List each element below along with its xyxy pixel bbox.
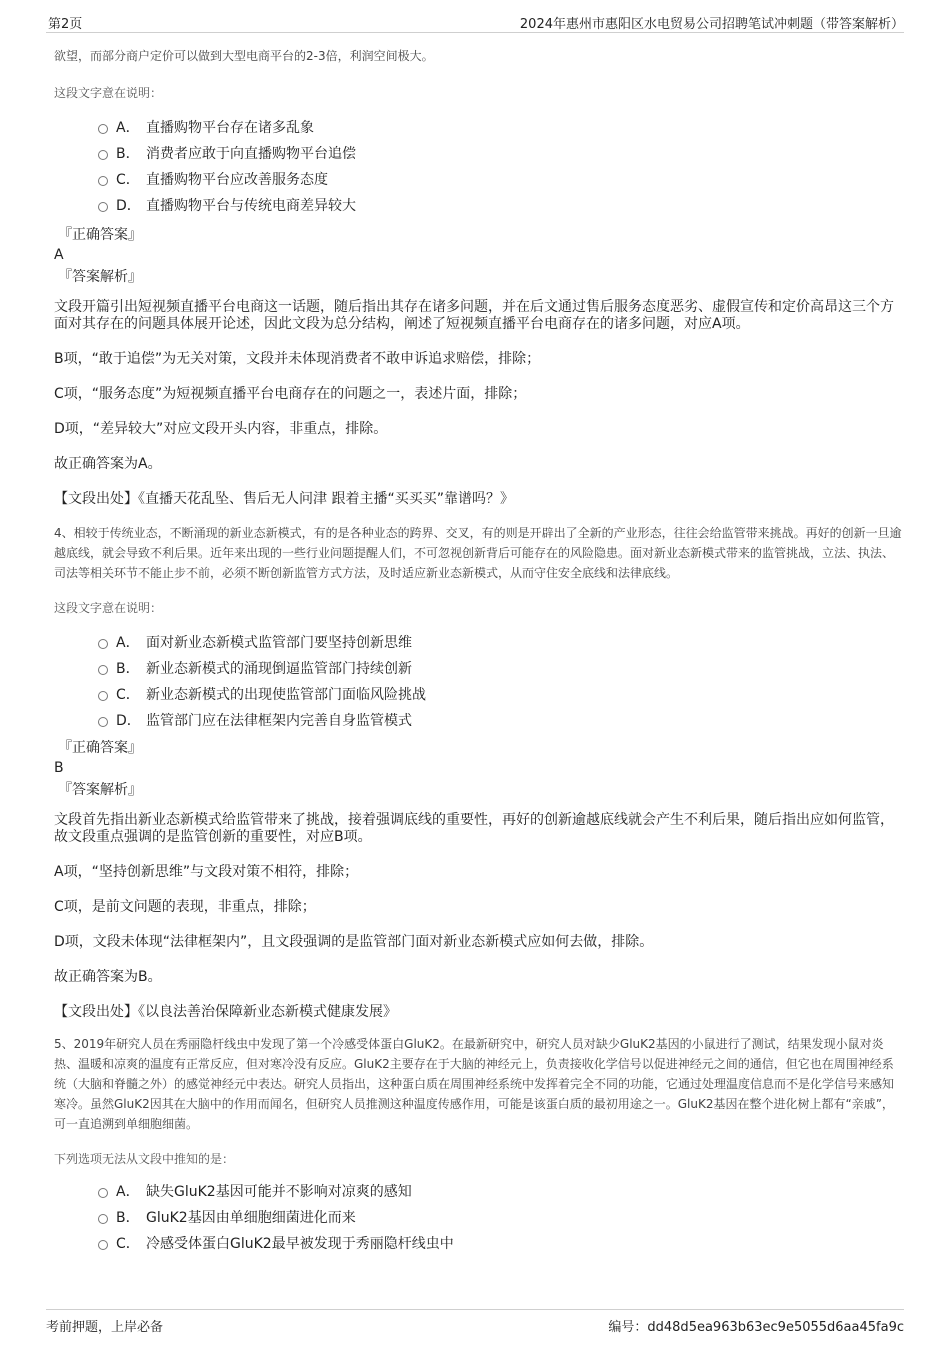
q3-analysis-c: C项，“服务态度”为短视频直播平台电商存在的问题之一，表述片面，排除； bbox=[54, 386, 527, 402]
q3-option-d[interactable]: D． 直播购物平台与传统电商差异较大 bbox=[98, 193, 904, 219]
q4-options bbox=[54, 630, 904, 734]
q5-option-a[interactable]: A． 缺失GluK2基因可能并不影响对凉爽的感知 bbox=[98, 1179, 904, 1205]
q5-prompt: 下列选项无法从文段中推知的是： bbox=[54, 1152, 235, 1166]
document-serial-number: 编号：dd48d5ea963b63ec9e5055d6aa45fa9c bbox=[608, 1320, 904, 1335]
q4-source: 【文段出处】《以良法善治保障新业态新模式健康发展》 bbox=[54, 1004, 397, 1020]
radio-button-icon[interactable] bbox=[98, 1240, 108, 1250]
radio-button-icon[interactable] bbox=[98, 124, 108, 134]
q4-prompt: 这段文字意在说明： bbox=[54, 601, 163, 615]
q3-stem-continuation: 欲望，而部分商户定价可以做到大型电商平台的2-3倍，利润空间极大。 bbox=[54, 49, 434, 63]
q4-answer-label: 『正确答案』 bbox=[58, 740, 142, 756]
q3-option-b[interactable]: B． 消费者应敢于向直播购物平台追偿 bbox=[98, 141, 904, 167]
radio-button-icon[interactable] bbox=[98, 1214, 108, 1224]
q4-analysis-c: C项，是前文问题的表现，非重点，排除； bbox=[54, 899, 316, 915]
q4-analysis-main: 文段首先指出新业态新模式给监管带来了挑战，接着强调底线的重要性，再好的创新逾越底线就会产生不利后果，随后指出应如何监管，故文段重点强调的是监管创新的重要性，对应B项。 bbox=[54, 812, 894, 845]
q3-answer: A bbox=[54, 247, 64, 263]
q4-option-a[interactable]: A． 面对新业态新模式监管部门要坚持创新思维 bbox=[98, 630, 904, 656]
q4-stem: 4、相较于传统业态，不断涌现的新业态新模式，有的是各种业态的跨界、交叉，有的则是开辟出了全新的产业形态，往往会给监管带来挑战。再好的创新一旦逾越底线，就会导致不利后果。近年来出现的一些行业问题提醒人们，不可忽视创新背后可能存在的风险隐患。面对新业态新模式带来的监管挑战，立法、执法、司法等相关环节不能止步不前，必须不断创新监管方式方法，及时适应新业态新模式，从而守住安全底线和法律底线。 bbox=[54, 526, 902, 580]
document-body bbox=[54, 40, 904, 1257]
page-footer bbox=[46, 1309, 904, 1338]
q4-answer: B bbox=[54, 760, 64, 776]
q4-analysis-a: A项，“坚持创新思维”与文段对策不相符，排除； bbox=[54, 864, 359, 880]
q5-option-b[interactable]: B． GluK2基因由单细胞细菌进化而来 bbox=[98, 1205, 904, 1231]
q3-analysis-main: 文段开篇引出短视频直播平台电商这一话题，随后指出其存在诸多问题，并在后文通过售后服务态度恶劣、虚假宣传和定价高昂这三个方面对其存在的问题具体展开论述，因此文段为总分结构，阐述了短视频直播平台电商存在的诸多问题，对应A项。 bbox=[54, 299, 894, 332]
radio-button-icon[interactable] bbox=[98, 1188, 108, 1198]
q3-options bbox=[54, 115, 904, 219]
radio-button-icon[interactable] bbox=[98, 202, 108, 212]
q3-option-a[interactable]: A． 直播购物平台存在诸多乱象 bbox=[98, 115, 904, 141]
radio-button-icon[interactable] bbox=[98, 639, 108, 649]
q4-analysis-d: D项，文段未体现“法律框架内”，且文段强调的是监管部门面对新业态新模式应如何去做，排除。 bbox=[54, 934, 654, 950]
q5-stem: 5、2019年研究人员在秀丽隐杆线虫中发现了第一个冷感受体蛋白GluK2。在最新研究中，研究人员对缺少GluK2基因的小鼠进行了测试，结果发现小鼠对炎热、温暖和凉爽的温度有正常反应，但对寒冷没有反应。GluK2主要存在于大脑的神经元上，负责接收化学信号以促进神经元之间的通信，但它也在周围神经系统（大脑和脊髓之外）的感觉神经元中表达。研究人员指出，这种蛋白质在周围神经系统中发挥着完全不同的功能，它通过处理温度信息而不是化学信号来感知寒冷。虽然GluK2因其在大脑中的作用而闻名，但研究人员推测这种温度传感作用，可能是该蛋白质的最初用途之一。GluK2基因在整个进化树上都有“亲戚”，可一直追溯到单细胞细菌。 bbox=[54, 1037, 895, 1131]
q3-source: 【文段出处】《直播天花乱坠、售后无人问津 跟着主播“买买买”靠谱吗？》 bbox=[54, 491, 514, 507]
page-header bbox=[46, 10, 904, 33]
footer-slogan: 考前押题，上岸必备 bbox=[46, 1320, 164, 1335]
q4-option-c[interactable]: C． 新业态新模式的出现使监管部门面临风险挑战 bbox=[98, 682, 904, 708]
radio-button-icon[interactable] bbox=[98, 150, 108, 160]
page-number: 第2页 bbox=[48, 17, 83, 32]
radio-button-icon[interactable] bbox=[98, 665, 108, 675]
q3-analysis-conclusion: 故正确答案为A。 bbox=[54, 456, 162, 472]
document-title: 2024年惠州市惠阳区水电贸易公司招聘笔试冲刺题（带答案解析） bbox=[519, 17, 904, 32]
radio-button-icon[interactable] bbox=[98, 691, 108, 701]
q5-option-c[interactable]: C． 冷感受体蛋白GluK2最早被发现于秀丽隐杆线虫中 bbox=[98, 1231, 904, 1257]
q4-option-b[interactable]: B． 新业态新模式的涌现倒逼监管部门持续创新 bbox=[98, 656, 904, 682]
radio-button-icon[interactable] bbox=[98, 717, 108, 727]
q3-option-c[interactable]: C． 直播购物平台应改善服务态度 bbox=[98, 167, 904, 193]
q3-analysis-b: B项，“敢于追偿”为无关对策，文段并未体现消费者不敢申诉追求赔偿，排除； bbox=[54, 351, 541, 367]
q3-analysis-label: 『答案解析』 bbox=[58, 269, 142, 285]
q5-options bbox=[54, 1179, 904, 1257]
q3-prompt: 这段文字意在说明： bbox=[54, 86, 163, 100]
q3-answer-label: 『正确答案』 bbox=[58, 227, 142, 243]
q4-analysis-label: 『答案解析』 bbox=[58, 782, 142, 798]
q4-option-d[interactable]: D． 监管部门应在法律框架内完善自身监管模式 bbox=[98, 708, 904, 734]
q4-analysis-conclusion: 故正确答案为B。 bbox=[54, 969, 162, 985]
q3-analysis-d: D项，“差异较大”对应文段开头内容，非重点，排除。 bbox=[54, 421, 388, 437]
radio-button-icon[interactable] bbox=[98, 176, 108, 186]
